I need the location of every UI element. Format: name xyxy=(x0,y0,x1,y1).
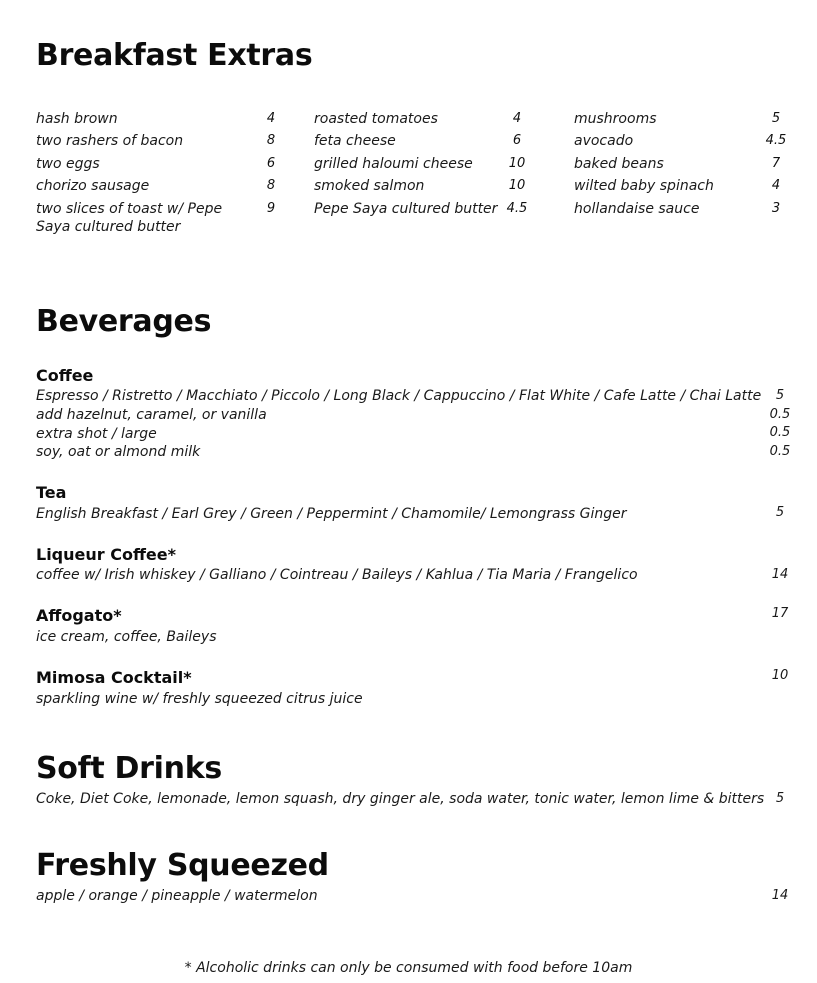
extra-item-price: 8 xyxy=(266,178,276,194)
extra-item-price: 4 xyxy=(512,111,522,126)
mimosa-heading: Mimosa Cocktail* xyxy=(36,668,192,687)
extra-item-name: avocado xyxy=(574,133,634,150)
extra-item-price: 6 xyxy=(512,133,522,149)
extra-item xyxy=(36,200,286,240)
extra-item-price: 9 xyxy=(266,200,276,216)
tea-heading: Tea xyxy=(36,483,67,502)
mimosa-price: 10 xyxy=(771,668,789,683)
coffee-heading: Coffee xyxy=(36,366,94,385)
extra-item-name: two eggs xyxy=(36,155,100,172)
extra-item xyxy=(314,155,544,177)
extra-item xyxy=(574,132,804,154)
freshly-squeezed-price: 14 xyxy=(771,888,789,903)
coffee-extra-shot-price: 0.5 xyxy=(769,425,791,440)
extra-item-price: 10 xyxy=(508,178,526,194)
soft-drinks-heading: Soft Drinks xyxy=(36,751,222,786)
extra-item-name: hollandaise sauce xyxy=(574,200,700,217)
extra-item xyxy=(36,177,286,199)
extra-item-price: 3 xyxy=(771,200,781,216)
extra-item-name: wilted baby spinach xyxy=(574,178,714,195)
coffee-milk-option: soy, oat or almond milk xyxy=(36,444,201,460)
liqueur-coffee-price: 14 xyxy=(771,567,789,582)
mimosa-description: sparkling wine w/ freshly squeezed citrus juice xyxy=(36,691,363,707)
extra-item-name: hash brown xyxy=(36,111,118,127)
beverages-heading: Beverages xyxy=(36,304,212,339)
affogato-heading: Affogato* xyxy=(36,606,122,625)
coffee-milk-price: 0.5 xyxy=(769,444,791,459)
coffee-types: Espresso / Ristretto / Macchiato / Piccolo / Long Black / Cappuccino / Flat White / Cafe Latte / Chai Latte xyxy=(36,388,762,404)
extra-item-price: 7 xyxy=(771,155,781,171)
tea-price: 5 xyxy=(775,505,785,520)
extra-item-price: 4 xyxy=(771,178,781,194)
affogato-description: ice cream, coffee, Baileys xyxy=(36,629,217,645)
alcohol-footnote: * Alcoholic drinks can only be consumed with food before 10am xyxy=(184,960,633,976)
extra-item xyxy=(314,132,544,154)
extra-item-price: 4.5 xyxy=(765,133,787,149)
extra-item xyxy=(36,110,286,132)
extra-item xyxy=(314,177,544,199)
breakfast-extras-heading: Breakfast Extras xyxy=(36,38,313,73)
extra-item-name: chorizo sausage xyxy=(36,178,150,195)
extra-item xyxy=(314,110,544,132)
extra-item-price: 8 xyxy=(266,133,276,149)
extra-item xyxy=(574,200,804,222)
liqueur-coffee-heading: Liqueur Coffee* xyxy=(36,545,176,564)
extra-item-name: mushrooms xyxy=(574,111,657,127)
extras-column-3 xyxy=(574,110,804,222)
extra-item-price: 10 xyxy=(508,155,526,171)
soft-drinks-list: Coke, Diet Coke, lemonade, lemon squash, dry ginger ale, soda water, tonic water, lemon lime & bitters xyxy=(36,791,765,807)
extra-item xyxy=(314,200,544,222)
tea-types: English Breakfast / Earl Grey / Green / Peppermint / Chamomile/ Lemongrass Ginger xyxy=(36,506,627,522)
extra-item-name: baked beans xyxy=(574,155,664,172)
extra-item-name: feta cheese xyxy=(314,133,396,150)
coffee-price: 5 xyxy=(775,388,785,403)
extras-column-1 xyxy=(36,110,286,240)
extras-column-2 xyxy=(314,110,544,222)
extra-item-name: smoked salmon xyxy=(314,178,425,195)
extra-item-price: 6 xyxy=(266,155,276,171)
extra-item xyxy=(36,132,286,154)
extra-item-name: grilled haloumi cheese xyxy=(314,155,473,172)
extra-item-price: 4.5 xyxy=(506,200,528,216)
extra-item-name: two slices of toast w/ Pepe Saya cultured butter xyxy=(36,200,223,235)
extra-item-name: Pepe Saya cultured butter xyxy=(314,200,498,217)
extra-item xyxy=(36,155,286,177)
extra-item-name: two rashers of bacon xyxy=(36,133,184,150)
extra-item xyxy=(574,110,804,132)
extra-item-name: roasted tomatoes xyxy=(314,111,438,127)
liqueur-coffee-options: coffee w/ Irish whiskey / Galliano / Cointreau / Baileys / Kahlua / Tia Maria / Frangelico xyxy=(36,567,638,583)
affogato-price: 17 xyxy=(771,606,789,621)
extra-item-price: 5 xyxy=(771,111,781,126)
freshly-squeezed-list: apple / orange / pineapple / watermelon xyxy=(36,888,318,904)
extra-item xyxy=(574,155,804,177)
extra-item-price: 4 xyxy=(266,111,276,126)
coffee-syrup-price: 0.5 xyxy=(769,407,791,422)
coffee-extra-shot-option: extra shot / large xyxy=(36,426,157,442)
freshly-squeezed-heading: Freshly Squeezed xyxy=(36,848,329,883)
soft-drinks-price: 5 xyxy=(775,791,785,806)
coffee-syrup-option: add hazelnut, caramel, or vanilla xyxy=(36,407,267,423)
extra-item xyxy=(574,177,804,199)
